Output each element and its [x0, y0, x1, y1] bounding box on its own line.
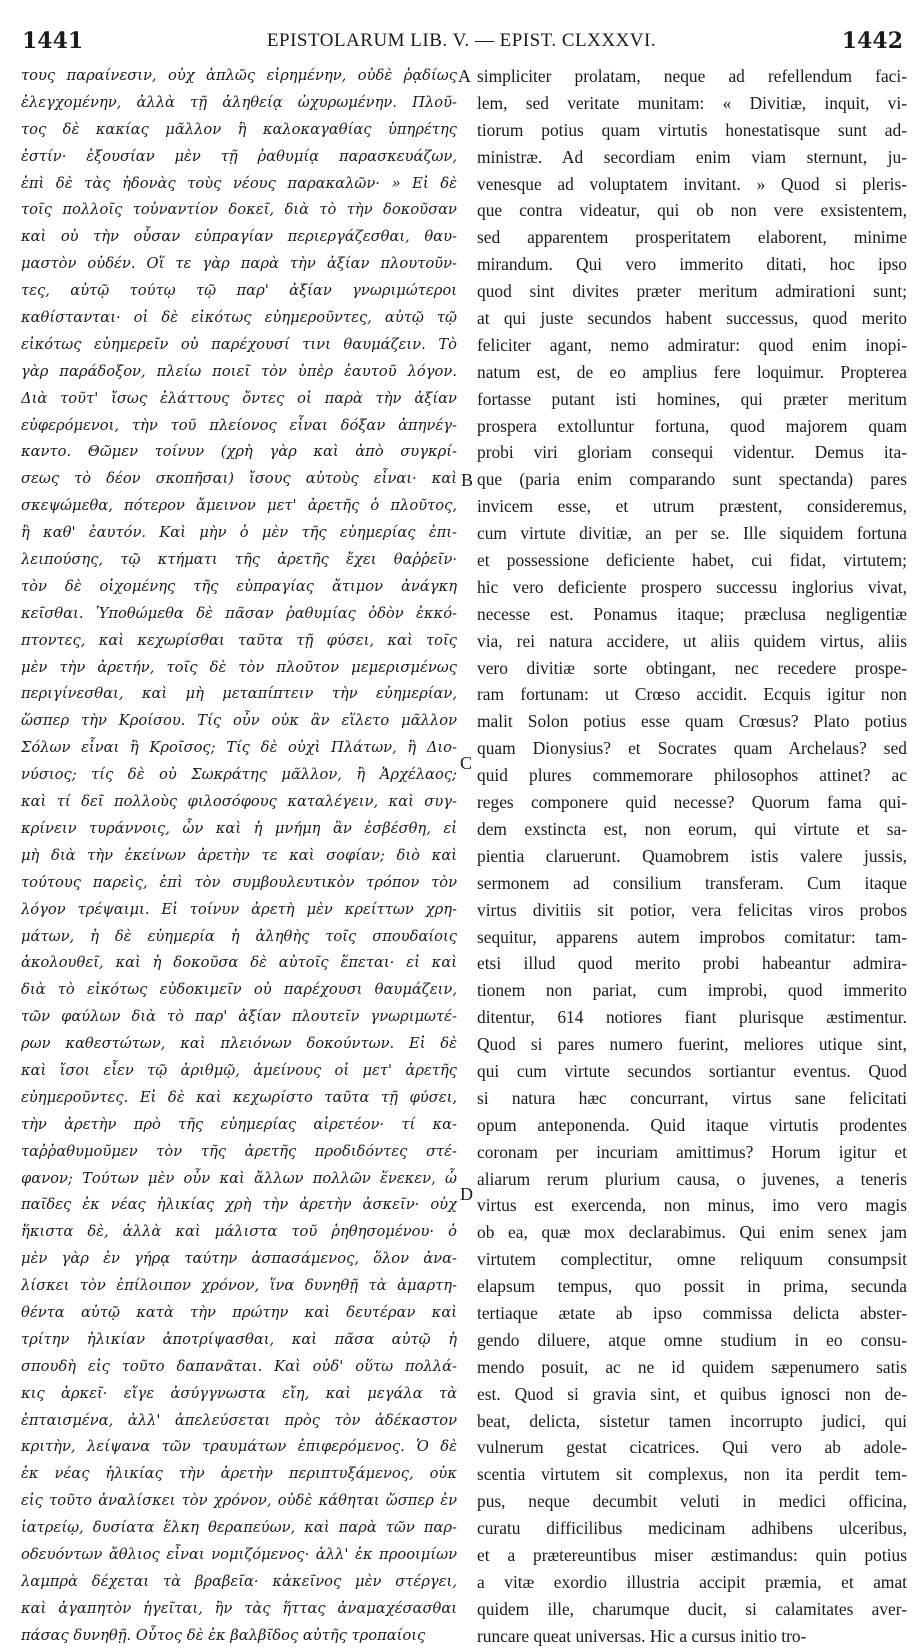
latin-text-line: que contra videatur, qui ob non vere exsistentem, — [477, 200, 907, 221]
greek-text-line: φανον; Τούτων μὲν οὖν καὶ ἄλλων πολλῶν ἕνεκεν, ὦ — [21, 1169, 457, 1187]
greek-text-line: ἢ καθ' ἑαυτόν. Καὶ μὴν ὁ μὲν τῆς εὐημερίας ἐπι- — [21, 524, 457, 542]
latin-text-line: vero divitiæ sorte obtingant, nec recedere prospe- — [477, 657, 907, 678]
latin-text-line: opum anteponenda. Quid itaque virtutis prodentes — [477, 1114, 907, 1135]
greek-text-line: ἐπὶ δὲ τὰς ἡδονὰς τοὺς νέους παρακαλῶν· » Εἰ δὲ — [21, 174, 457, 192]
latin-text-line: pientia claruerunt. Quamobrem istis valere jussis, — [477, 845, 907, 866]
greek-text-line: τος δὲ κακίας μᾶλλον ἢ καλοκαγαθίας ὑπηρέτης — [21, 120, 457, 138]
latin-text-line: curatu difficilibus medicinam adhibens ulceribus, — [477, 1518, 907, 1539]
latin-column — [477, 63, 907, 1650]
section-marker-a: A — [458, 66, 471, 86]
latin-text-line: si natura hæc concurrant, virtus sane felicitati — [477, 1087, 907, 1108]
latin-text-line: dem exstincta est, non eorum, qui virtute et sa- — [477, 818, 907, 839]
greek-text-line: κρίνειν τυράννοις, ὧν καὶ ἡ μνήμη ἂν ἐσβέσθη, εἰ — [21, 819, 457, 837]
greek-text-line: καθίστανται· οἱ δὲ εἰκότως εὐημεροῦντες, αὐτῷ τῷ — [21, 309, 457, 327]
page-header — [0, 28, 923, 58]
latin-text-line: virtus est exercenda, non minus, imo vero magis — [477, 1195, 907, 1216]
greek-text-line: τὸν δὲ οἰχομένης τῆς εὐπραγίας ἄτιμον ἀνάγκη — [21, 577, 457, 595]
latin-text-line: simpliciter prolatam, neque ad refellendum faci- — [477, 66, 907, 86]
greek-text-line: κις ἀρκεῖ· εἴγε ἀσύγγνωστα εἴη, καὶ μεγάλα τὰ — [21, 1384, 457, 1402]
greek-text-line: καὶ οὐ τὴν οὖσαν εὐπραγίαν περιεργάζεσθαι, θαυ- — [21, 228, 457, 246]
latin-text-line: sequitur, apparens autem improbos comitatur: tam- — [477, 926, 907, 947]
greek-text-line: ἐλεγχομένην, ἀλλὰ τῇ ἀληθείᾳ ὠχυρωμένην. Πλοῦ- — [21, 93, 457, 111]
latin-text-line: venesque ad voluptatem invitant. » Quod si pleris- — [477, 173, 907, 194]
greek-text-line: Διὰ τοῦτ' ἴσως ἐλάττους ὄντες οἱ παρὰ τὴν ἀξίαν — [21, 389, 457, 407]
greek-text-line: ἰατρείῳ, δυσίατα ἕλκη θεραπεύων, καὶ παρὰ τῶν παρ- — [21, 1519, 457, 1537]
greek-text-line: πτοντες, καὶ κεχωρίσθαι ταῦτα τῇ φύσει, καὶ τοῖς — [21, 631, 457, 649]
greek-text-line: κριτὴν, λείψανα τῶν τραυμάτων ἐπιφερόμενος. Ὁ δὲ — [21, 1438, 457, 1456]
latin-text-line: hic vero deficiente prospero successu inglorius vivat, — [477, 576, 907, 597]
latin-text-line: gendo diluere, atque omne studium in eo consu- — [477, 1329, 907, 1350]
latin-text-line: virtutem complectitur, omne reliquum consumpsit — [477, 1249, 907, 1270]
latin-text-line: runcare queat universas. Hic a cursus initio tro- — [477, 1625, 807, 1646]
latin-text-line: beat, delicta, sistetur tamen incorrupto judici, qui — [477, 1410, 907, 1431]
latin-text-line: a vitæ exordio illustria accipit præmia, et amat — [477, 1571, 907, 1592]
section-marker-d: D — [460, 1184, 473, 1204]
latin-text-line: reges componere quid necesse? Quorum fama qui- — [477, 792, 907, 813]
greek-text-line: μὲν γὰρ ἐν γήρᾳ ταύτην ἀσπασάμενος, ὅλον ἀνα- — [21, 1250, 457, 1268]
latin-text-line: virtus divitiis sit potior, vera felicitas viros probos — [477, 899, 907, 920]
greek-text-line: εὐφερόμενοι, τὴν τοῦ πλείονος εἶναι δόξαν ἀπηνέγ- — [21, 416, 457, 434]
greek-text-line: πάσας δυνηθῇ. Οὗτος δὲ ἐκ βαλβῖδος αὐτῆς τροπαίοις — [21, 1626, 426, 1644]
latin-text-line: ditentur, 614 notiores fiant plurisque æstimentur. — [477, 1007, 907, 1028]
latin-text-line: tertiaque ætate ab ipso commissa delicta abster- — [477, 1302, 907, 1323]
greek-text-line: ἥκιστα δὲ, ἀλλὰ καὶ μάλιστα τοῦ ῥηθησομένου· ὁ — [21, 1223, 457, 1241]
greek-text-line: ἀκολουθεῖ, καὶ ἡ δοκοῦσα δὲ αὐτοῖς ἕπεται· εἰ καὶ — [21, 954, 457, 972]
greek-text-line: τοῖς πολλοῖς τοὐναντίον δοκεῖ, διὰ τὸ τὴν δοκοῦσαν — [21, 201, 457, 219]
latin-text-line: tionem non pariat, cum improbi, quod immerito — [477, 980, 907, 1001]
latin-text-line: ministræ. Ad secordiam enim viam sternunt, ju- — [477, 146, 907, 167]
greek-text-line: καὶ τί δεῖ πολλοὺς φιλοσόφους καταλέγειν, καὶ συγ- — [21, 793, 457, 811]
latin-text-line: tiorum potius quam virtutis honestatisque sunt ad- — [477, 119, 907, 140]
greek-text-line: σπουδὴ εἰς τοῦτο δαπανᾶται. Καὶ οὐδ' οὕτω πολλά- — [21, 1357, 457, 1375]
latin-text-line: lem, sed veritate munitam: « Divitiæ, inquit, vi- — [477, 92, 907, 113]
greek-text-line: ἐπταισμένα, ἀλλ' ἀπελεύσεται πρὸς τὸν ἀδέκαστον — [21, 1411, 457, 1429]
latin-text-line: mirandum. Qui vero immerito ditati, hoc ipso — [477, 254, 907, 275]
latin-text-line: malit Solon potius esse quam Crœsus? Plato potius — [477, 711, 907, 732]
greek-text-line: μαστὸν οὐδέν. Οἵ τε γὰρ παρὰ τὴν ἀξίαν πλουτοῦν- — [21, 255, 457, 273]
greek-text-line: κεῖσθαι. Ὑποθώμεθα δὲ πᾶσαν ῥαθυμίας ὁδὸν ἐκκό- — [21, 604, 457, 622]
greek-text-line: ὥσπερ τὴν Κροίσου. Τίς οὖν οὐκ ἂν εἵλετο μᾶλλον — [21, 712, 457, 730]
greek-text-line: καὶ ἴσοι εἶεν τῷ ἀριθμῷ, ἀμείνους οἱ μετ' ἀρετῆς — [21, 1061, 457, 1079]
latin-text-line: quid plures commemorare philosophos attinet? ac — [477, 765, 907, 786]
greek-text-line: σκεψώμεθα, πότερον ἄμεινον μετ' ἀρετῆς ὁ πλοῦτος, — [21, 497, 457, 515]
greek-text-line: μὴ διὰ τὴν ἐκείνων ἀρετὴν τε καὶ σοφίαν; διὸ καὶ — [21, 846, 457, 864]
greek-text-line: διὰ τὸ εἰκότως εὐδοκιμεῖν οὐ παρέχουσι θαυμάζειν, — [21, 981, 457, 999]
page-number-right: 1442 — [841, 28, 903, 54]
greek-text-line: τρίτην ἡλικίαν ἀποτρίψασθαι, καὶ πᾶσα αὐτῷ ἡ — [21, 1330, 457, 1348]
greek-text-line: τες, αὐτῷ τούτῳ τῷ παρ' ἀξίαν γνωριμώτεροι — [21, 282, 457, 300]
latin-text-line: pus, neque decumbit veluti in medici officina, — [477, 1491, 907, 1512]
latin-text-line: est. Quod si gravia sint, et quibus ignosci non de- — [477, 1383, 907, 1404]
latin-text-line: etsi illud quod merito probi habeantur admira- — [477, 953, 907, 974]
greek-text-line: νύσιος; τίς δὲ οὐ Σωκράτης μᾶλλον, ἢ Ἀρχέλαος; — [21, 766, 457, 784]
latin-text-line: quidem ille, charumque ducit, si calamitates aver- — [477, 1598, 907, 1619]
page-number-left: 1441 — [22, 28, 84, 54]
section-marker-b: B — [461, 470, 474, 490]
latin-text-line: sed apparentem prosperitatem elaborent, minime — [477, 227, 907, 248]
latin-text-line: cum virtute divitiæ, an per se. Ille siquidem fortuna — [477, 523, 907, 544]
latin-text-line: ram fortunam: ut Crœso accidit. Ecquis igitur non — [477, 684, 907, 705]
greek-text-line: Σόλων εἶναι ἢ Κροῖσος; Τίς δὲ οὐχὶ Πλάτων, ἢ Διο- — [21, 739, 457, 757]
greek-text-line: παῖδες ἐκ νέας ἡλικίας χρὴ τὴν ἀρετὴν ἀσκεῖν· οὐχ — [21, 1196, 457, 1214]
greek-text-line: μὲν τὴν ἀρετήν, τοῖς δὲ τὸν πλοῦτον μεμερισμένως — [21, 658, 457, 676]
greek-text-line: εὐημεροῦντες. Εἰ δὲ καὶ κεχωρίστο ταῦτα τῇ φύσει, — [21, 1088, 457, 1106]
greek-column — [21, 63, 457, 1650]
latin-text-line: que (paria enim comparando sunt spectanda) pares — [477, 469, 907, 490]
latin-text-line: Quod si pares numero fuerint, meliores utique sint, — [477, 1034, 907, 1055]
greek-text-line: καὶ ἀγαπητὸν ἡγεῖται, ἢν τὰς ἥττας ἀναμαχέσασθαι — [21, 1599, 457, 1617]
latin-text-line: mendo posuit, ac ne id quidem sæpenumero satis — [477, 1356, 907, 1377]
latin-text-line: sermonem ad consilium transferam. Cum itaque — [477, 872, 907, 893]
latin-text-line: elapsum tempus, quo possit in prima, secunda — [477, 1276, 907, 1297]
section-marker-c: C — [460, 753, 473, 773]
greek-text-line: ταῤῥαθυμοῦμεν τὸν τῆς ἀρετῆς προδιδόντες στέ- — [21, 1142, 457, 1160]
greek-text-line: θέντα αὐτῷ κατὰ τὴν πρώτην καὶ δευτέραν καὶ — [21, 1303, 457, 1321]
greek-text-line: καντο. Θῶμεν τοίνυν (χρὴ γὰρ καὶ ἀπὸ συγκρί- — [21, 443, 457, 461]
greek-text-line: περιγίνεσθαι, καὶ μὴ μεταπίπτειν τὴν εὐημερίαν, — [21, 685, 457, 703]
greek-text-line: γὰρ παράδοξον, πλείω ποιεῖ τὸν ὑπὲρ ἑαυτοῦ λόγον. — [21, 362, 457, 380]
greek-text-line: τῶν φαύλων διὰ τὸ παρ' ἀξίαν πλουτεῖν γνωριμωτέ- — [21, 1008, 457, 1026]
greek-text-line: λίσκει τὸν ἐπίλοιπον χρόνον, ἵνα δυνηθῇ τὰ ἁμαρτη- — [21, 1277, 457, 1295]
latin-text-line: necesse est. Ponamus itaque; præclusa negligentiæ — [477, 603, 907, 624]
latin-text-line: scentia virtutem sit complexus, non ita perdit tem- — [477, 1464, 907, 1485]
greek-text-line: μάτων, ἡ δὲ εὐημερία ἡ ἀληθὴς τοῖς σπουδαίοις — [21, 927, 457, 945]
greek-text-line: ἐστίν· ἐξουσίαν μὲν τῇ ῥαθυμίᾳ παρασκευάζων, — [21, 147, 457, 165]
latin-text-line: invicem esse, et utrum præstent, consideremus, — [477, 496, 907, 517]
latin-text-line: feliciter agant, nemo admiratur: quod enim inopi- — [477, 334, 907, 355]
latin-text-line: ob ea, quæ mox declarabimus. Qui enim senex jam — [477, 1222, 907, 1243]
latin-text-line: fortasse putant isti homines, qui præter meritum — [477, 388, 907, 409]
greek-text-line: εἰκότως εὐημερεῖν οὐ παρέχουσί τινι θαυμάζειν. Τὸ — [21, 335, 457, 353]
latin-text-line: qui cum virtute secundos sortiantur eventus. Quod — [477, 1060, 907, 1081]
latin-text-line: et a prætereuntibus miser æstimandus: quin potius — [477, 1544, 907, 1565]
greek-text-line: λειπούσης, τῷ κτήματι τῆς ἀρετῆς ἔχει θαῤῥεῖν· — [21, 551, 457, 569]
greek-text-line: λαμπρὰ δέχεται τὰ βραβεῖα· κἀκεῖνος μὲν στέργει, — [21, 1572, 457, 1590]
latin-text-line: via, rei natura accidere, ut aliis quidem virtus, aliis — [477, 630, 907, 651]
running-title: EPISTOLARUM LIB. V. — EPIST. CLXXXVI. — [266, 30, 657, 51]
latin-text-line: quod sint divites præter meritum admirationi sunt; — [477, 281, 907, 302]
greek-text-line: ἐκ νέας ἡλικίας τὴν ἀρετὴν περιπτυξάμενος, οὐκ — [21, 1465, 457, 1483]
latin-text-line: prospera extolluntur fortuna, quod majorem quam — [477, 415, 907, 436]
latin-text-line: quam Dionysius? et Socrates quam Archelaus? sed — [477, 738, 907, 759]
greek-text-line: οδευόντων ἄθλιος εἶναι νομιζόμενος· ἀλλ' ἐκ προοιμίων — [21, 1545, 457, 1563]
greek-text-line: εἰς τοῦτο ἀναλίσκει τὸν χρόνον, οὐδὲ κάθηται ὥσπερ ἐν — [21, 1492, 457, 1510]
greek-text-line: σεως τὸ δέον σκοπῆσαι) ἴσους αὐτοὺς εἶναι· καὶ — [21, 470, 457, 488]
latin-text-line: aliarum rerum plurium causa, o juvenes, a teneris — [477, 1168, 907, 1189]
latin-text-line: probi viri gloriam consequi videntur. Demus ita- — [477, 442, 907, 463]
latin-text-line: vulnerum gestat cicatrices. Qui vero ab adole- — [477, 1437, 907, 1458]
greek-text-line: τούτους παρεὶς, ἐπὶ τὸν συμβουλευτικὸν τρόπον τὸν — [21, 873, 457, 891]
greek-text-line: λόγον τρέψαιμι. Εἰ τοίνυν ἀρετὴ μὲν κρείττων χρη- — [21, 900, 457, 918]
greek-text-line: τους παραίνεσιν, οὐχ ἁπλῶς εἰρημένην, οὐδὲ ῥᾳδίως — [21, 67, 457, 84]
latin-text-line: et possessione deficiente habet, cui fidat, virtutem; — [477, 550, 907, 571]
latin-text-line: natum est, de eo amplius fere loquimur. Propterea — [477, 361, 907, 382]
greek-text-line: τὴν ἀρετὴν πρὸ τῆς εὐημερίας αἱρετέον· τί κα- — [21, 1115, 457, 1133]
greek-text-line: ρων καθεστώτων, καὶ πλειόνων δοκούντων. Εἰ δὲ — [21, 1035, 457, 1053]
latin-text-line: coronam per incuriam amittimus? Horum igitur et — [477, 1141, 907, 1162]
latin-text-line: at qui juste secundos habent successus, quod merito — [477, 308, 907, 329]
